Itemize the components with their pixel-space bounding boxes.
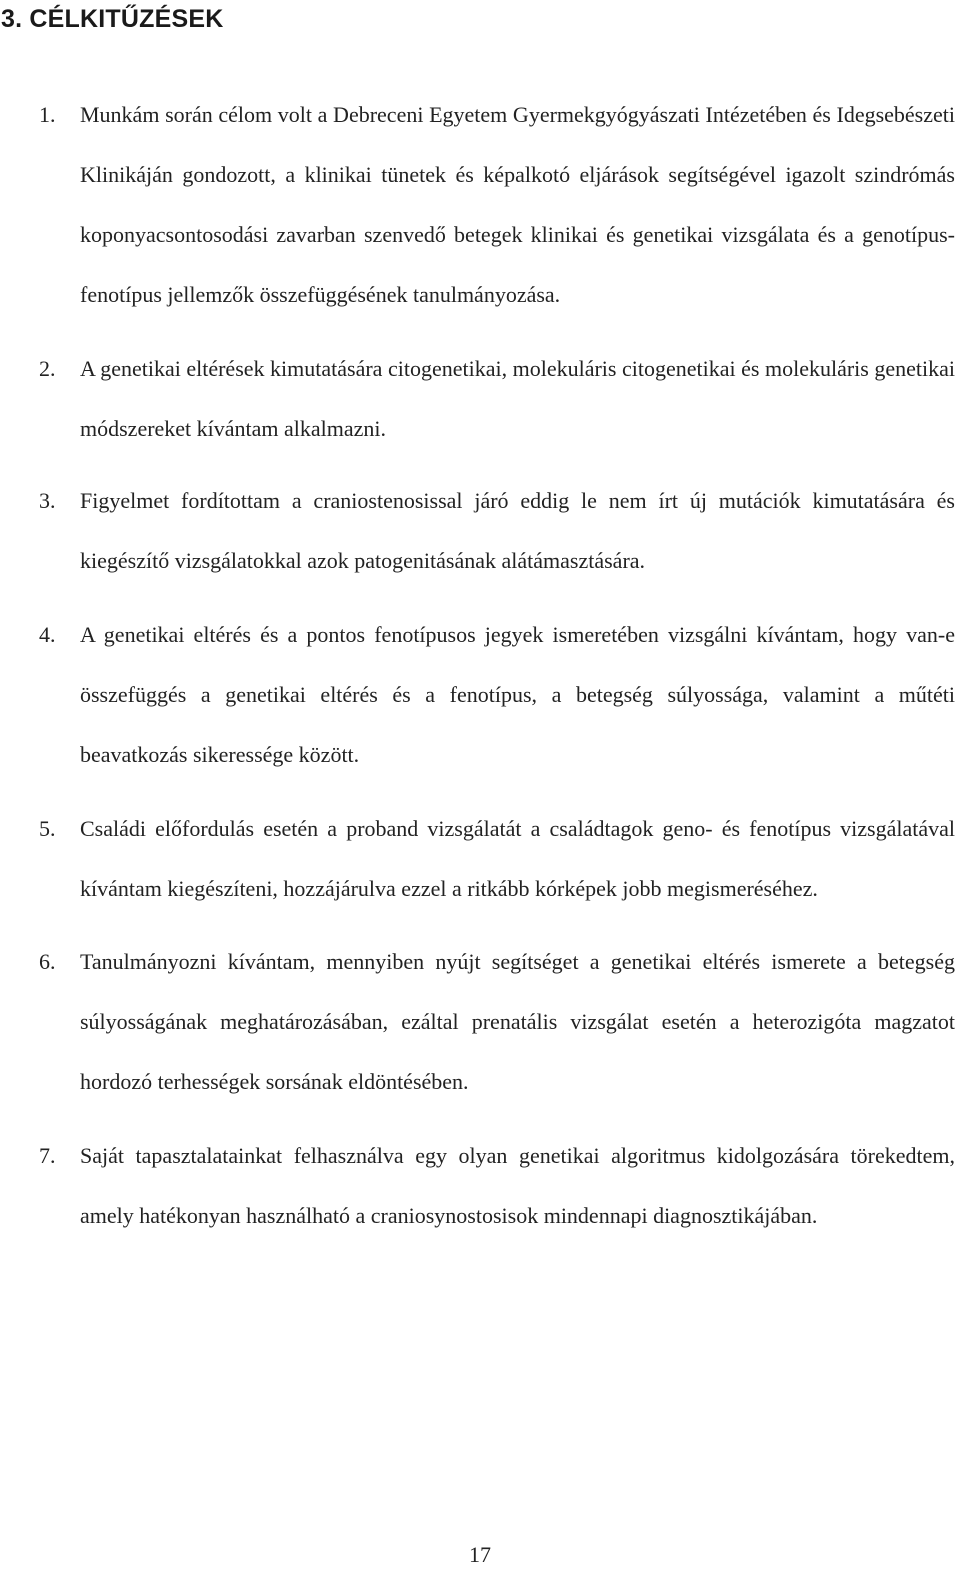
objective-item-6	[0, 932, 955, 1112]
objectives-list	[0, 85, 960, 1260]
page-number: 17	[469, 1542, 491, 1567]
objective-number: 6.	[39, 949, 56, 974]
objective-text: Saját tapasztalatainkat felhasználva egy olyan genetikai algoritmus kidolgozására törekedtem, amely hatékonyan használható a craniosynostosisok mindennapi diagnosztikájában.	[80, 1143, 955, 1228]
section-heading: 3. CÉLKITŰZÉSEK	[1, 5, 224, 33]
objective-number: 2.	[39, 356, 56, 381]
objective-text: Családi előfordulás esetén a proband vizsgálatát a családtagok geno- és fenotípus vizsgálatával kívántam kiegészíteni, hozzájárulva ezzel a ritkább kórképek jobb megismeréséhez.	[80, 816, 955, 901]
objective-number: 3.	[39, 488, 56, 513]
objective-item-7	[0, 1126, 955, 1246]
objective-text: Tanulmányozni kívántam, mennyiben nyújt segítséget a genetikai eltérés ismerete a betegség súlyosságának meghatározásában, ezáltal prenatális vizsgálat esetén a heterozigóta magzatot hordozó terhességek sorsának eldöntésében.	[80, 949, 955, 1094]
objective-item-3	[0, 471, 955, 591]
objective-number: 4.	[39, 622, 56, 647]
objective-item-5	[0, 799, 955, 919]
objective-item-2	[0, 339, 955, 459]
objective-number: 7.	[39, 1143, 56, 1168]
objective-number: 5.	[39, 816, 56, 841]
objective-text: A genetikai eltérések kimutatására citogenetikai, molekuláris citogenetikai és molekuláris genetikai módszereket kívántam alkalmazni.	[80, 356, 955, 441]
objective-item-1	[0, 85, 955, 325]
objective-text: Munkám során célom volt a Debreceni Egyetem Gyermekgyógyászati Intézetében és Idegsebészeti Klinikáján gondozott, a klinikai tünetek és képalkotó eljárások segítségével igazolt szindrómás koponyacsontosodási zavarban szenvedő betegek klinikai és genetikai vizsgálata és a genotípus-fenotípus jellemzők összefüggésének tanulmányozása.	[80, 102, 955, 307]
objective-item-4	[0, 605, 955, 785]
objective-text: Figyelmet fordítottam a craniostenosissal járó eddig le nem írt új mutációk kimutatására és kiegészítő vizsgálatokkal azok patogenitásának alátámasztására.	[80, 488, 955, 573]
objective-text: A genetikai eltérés és a pontos fenotípusos jegyek ismeretében vizsgálni kívántam, hogy van-e összefüggés a genetikai eltérés és a fenotípus, a betegség súlyossága, valamint a műtéti beavatkozás sikeressége között.	[80, 622, 955, 767]
objective-number: 1.	[39, 102, 56, 127]
